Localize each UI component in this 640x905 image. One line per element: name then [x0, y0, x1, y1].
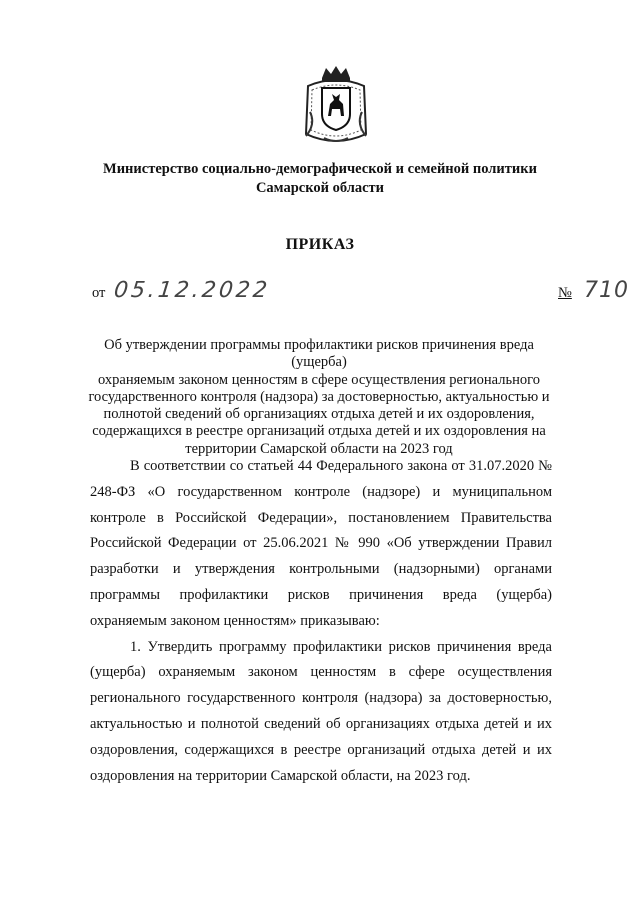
- subject-line: Об утверждении программы профилактики рисков причинения вреда (ущерба): [104, 337, 534, 371]
- coat-of-arms-icon: [302, 64, 370, 148]
- date-prefix: от: [92, 285, 106, 301]
- subject-line: полнотой сведений об организациях отдыха детей и их оздоровления,: [103, 406, 535, 423]
- number-prefix: №: [558, 285, 572, 301]
- item-1-paragraph: 1. Утвердить программу профилактики рисков причинения вреда (ущерба) охраняемым законом ценностям в сфере осуществления регионального государственного контроля (надзора) за достоверностью, актуальностью и полнотой сведений об организациях отдыха детей и их оздоровления, содержащихся в реестре организаций отдыха детей и их оздоровления на территории Самарской области, на 2023 год.: [90, 638, 552, 784]
- order-subject: [84, 337, 554, 458]
- subject-line: содержащихся в реестре организаций отдыха детей и их оздоровления на: [92, 423, 546, 440]
- subject-line: государственного контроля (надзора) за достоверностью, актуальностью и: [88, 388, 550, 405]
- handwritten-number: 710: [584, 278, 629, 303]
- preamble-paragraph: В соответствии со статьей 44 Федерального закона от 31.07.2020 № 248-ФЗ «О государственном контроле (надзоре) и муниципальном контроле в Российской Федерации», постановлением Правительства Российской Федерации от 25.06.2021 № 990 «Об утверждении Правил разработки и утверждения контрольными (надзорными) органами программы профилактики рисков причинения вреда (ущерба) охраняемым законом ценностям» приказываю:: [90, 458, 552, 629]
- date-number-row: [92, 278, 629, 308]
- organization-line-1: Министерство социально-демографической и семейной политики: [103, 161, 537, 177]
- organization-name: [100, 160, 540, 198]
- document-type-title: ПРИКАЗ: [285, 236, 355, 253]
- handwritten-date: 05.12.2022: [112, 278, 272, 303]
- subject-line: охраняемым законом ценностям в сфере осуществления регионального: [98, 371, 540, 388]
- subject-line: территории Самарской области на 2023 год: [185, 440, 453, 457]
- organization-line-2: Самарской области: [255, 180, 385, 196]
- order-body: [90, 454, 552, 789]
